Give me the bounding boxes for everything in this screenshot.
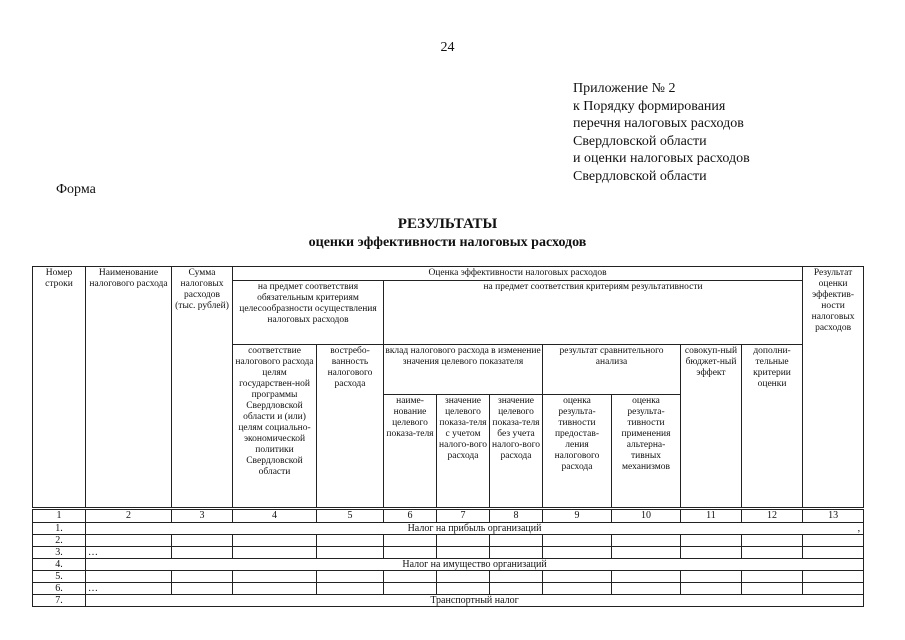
header-comparative: результат сравнительного анализа	[543, 345, 681, 395]
table-cell	[172, 571, 233, 583]
table-cell	[317, 583, 384, 595]
appendix-line: Приложение № 2	[573, 81, 676, 96]
row-name	[86, 535, 172, 547]
table-cell	[384, 583, 437, 595]
header-sum: Сумма налоговых расходов (тыс. рублей)	[172, 267, 233, 509]
table-cell	[490, 583, 543, 595]
column-number: 13	[803, 509, 864, 523]
table-cell	[681, 571, 742, 583]
table-cell	[612, 583, 681, 595]
table-cell	[233, 547, 317, 559]
appendix-line: и оценки налоговых расходов	[573, 151, 750, 167]
row-number: 3.	[33, 547, 86, 559]
results-table	[32, 266, 864, 607]
table-cell	[437, 583, 490, 595]
table-cell	[612, 571, 681, 583]
row-number: 4.	[33, 559, 86, 571]
table-cell	[612, 535, 681, 547]
column-number: 11	[681, 509, 742, 523]
table-cell	[317, 547, 384, 559]
section-title-text: Налог на прибыль организаций	[407, 523, 542, 534]
table-cell	[681, 535, 742, 547]
table-cell	[172, 535, 233, 547]
header-col7: значение целевого показа-теля с учетом налого-вого расхода	[437, 395, 490, 509]
table-cell	[317, 535, 384, 547]
table-cell	[803, 583, 864, 595]
row-name	[86, 571, 172, 583]
table-cell	[803, 547, 864, 559]
appendix-line: перечня налоговых расходов	[573, 116, 744, 132]
column-number: 5	[317, 509, 384, 523]
column-number: 8	[490, 509, 543, 523]
table-cell	[490, 547, 543, 559]
header-col10: оценка результа-тивности применения альтерна-тивных механизмов	[612, 395, 681, 509]
header-contribution: вклад налогового расхода в изменение значения целевого показателя	[384, 345, 543, 395]
table-cell	[681, 547, 742, 559]
header-performance-criteria: на предмет соответствия критериям результативности	[384, 281, 803, 345]
table-cell	[612, 547, 681, 559]
appendix-line: к Порядку формирования	[573, 98, 726, 114]
table-cell	[681, 583, 742, 595]
table-cell	[543, 571, 612, 583]
section-row	[33, 559, 864, 571]
table-cell	[803, 571, 864, 583]
table-cell	[233, 535, 317, 547]
table-cell	[384, 571, 437, 583]
table-cell	[543, 547, 612, 559]
table-cell	[437, 535, 490, 547]
document-title: РЕЗУЛЬТАТЫ	[397, 216, 498, 232]
section-row	[33, 595, 864, 607]
header-col5: востребо-ванность налогового расхода	[317, 345, 384, 509]
header-assessment: Оценка эффективности налоговых расходов	[233, 267, 803, 281]
row-number: 5.	[33, 571, 86, 583]
header-col6: наиме-нование целевого показа-теля	[384, 395, 437, 509]
row-marker: ,	[857, 523, 861, 534]
column-number: 2	[86, 509, 172, 523]
table-cell	[384, 535, 437, 547]
page-number: 24	[440, 40, 455, 55]
column-number: 7	[437, 509, 490, 523]
appendix-line: Свердловской области	[573, 168, 707, 184]
section-row	[33, 523, 864, 535]
header-col4: соответствие налогового расхода целям государствен-ной программы Свердловской области и (или) целям социально-экономической политики Свердловской области	[233, 345, 317, 509]
column-number: 4	[233, 509, 317, 523]
table-cell	[742, 547, 803, 559]
section-title: Транспортный налог	[86, 595, 864, 607]
table-cell	[543, 535, 612, 547]
column-number: 9	[543, 509, 612, 523]
appendix-line: Свердловской области	[573, 133, 707, 149]
section-title: Налог на имущество организаций	[86, 559, 864, 571]
column-number: 3	[172, 509, 233, 523]
table-cell	[437, 547, 490, 559]
table-cell	[172, 583, 233, 595]
header-name: Наименование налогового расхода	[86, 267, 172, 509]
table-cell	[437, 571, 490, 583]
table-cell	[317, 571, 384, 583]
row-name: …	[86, 547, 172, 559]
table-cell	[803, 535, 864, 547]
header-mandatory-criteria: на предмет соответствия обязательным критериям целесообразности осуществления налоговых расходов	[233, 281, 384, 345]
row-number: 1.	[33, 523, 86, 535]
column-number: 1	[33, 509, 86, 523]
table-row	[33, 547, 864, 559]
table-row	[33, 583, 864, 595]
table-row	[33, 535, 864, 547]
section-title	[86, 523, 864, 535]
table-cell	[543, 583, 612, 595]
table-cell	[490, 571, 543, 583]
document-subtitle: оценки эффективности налоговых расходов	[308, 235, 587, 250]
table-cell	[742, 571, 803, 583]
appendix-block	[573, 80, 750, 186]
column-number: 6	[384, 509, 437, 523]
table-cell	[233, 571, 317, 583]
header-col11: совокуп-ный бюджет-ный эффект	[681, 345, 742, 509]
column-number: 10	[612, 509, 681, 523]
row-number: 7.	[33, 595, 86, 607]
table-cell	[233, 583, 317, 595]
header-col9: оценка результа-тивности предостав-ления налогового расхода	[543, 395, 612, 509]
table-row	[33, 571, 864, 583]
header-col12: дополни-тельные критерии оценки	[742, 345, 803, 509]
table-cell	[490, 535, 543, 547]
column-number: 12	[742, 509, 803, 523]
header-row-number: Номер строки	[33, 267, 86, 509]
table-cell	[742, 583, 803, 595]
header-col8: значение целевого показа-теля без учета налого-вого расхода	[490, 395, 543, 509]
row-number: 2.	[33, 535, 86, 547]
header-result: Результат оценки эффектив-ности налоговых расходов	[803, 267, 864, 509]
table-cell	[384, 547, 437, 559]
table-cell	[172, 547, 233, 559]
form-label: Форма	[56, 182, 96, 197]
table-cell	[742, 535, 803, 547]
row-number: 6.	[33, 583, 86, 595]
row-name: …	[86, 583, 172, 595]
